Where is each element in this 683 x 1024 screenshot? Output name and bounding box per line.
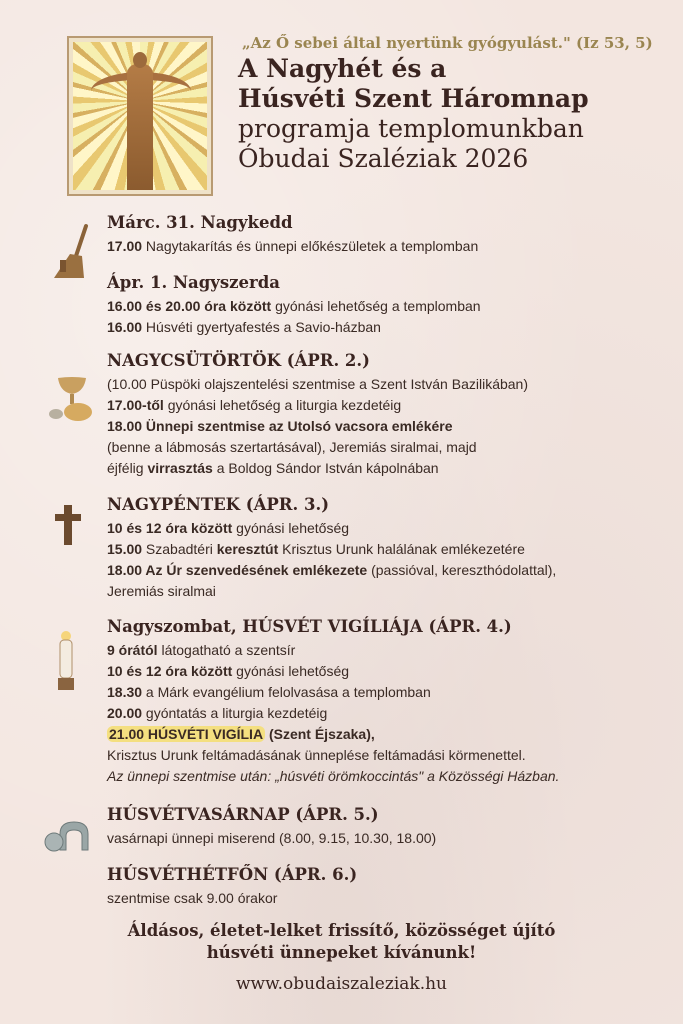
- event-keyword: keresztút: [216, 541, 279, 557]
- subtitle-line-2: Óbudai Szaléziak 2026: [238, 144, 529, 173]
- event-text: (benne a lábmosás szertartásával), Jeremiás siralmai, majd: [107, 439, 477, 455]
- section-nagycsutortok: [107, 350, 528, 479]
- event-line: [107, 745, 559, 766]
- event-line: [107, 703, 559, 724]
- title-line-1: A Nagyhét és a: [238, 54, 447, 83]
- event-time: 17.00-től: [107, 397, 164, 413]
- event-line: [107, 395, 528, 416]
- candle-icon: [54, 630, 78, 692]
- event-text: Krisztus Urunk feltámadásának ünneplése feltámadási körmenettel.: [107, 747, 526, 763]
- event-time: 16.00: [107, 319, 143, 335]
- event-text: Szabadtéri: [142, 541, 217, 557]
- section-title: Márc. 31. Nagykedd: [107, 213, 293, 232]
- event-line: [107, 560, 556, 581]
- event-text: gyónási lehetőség: [232, 663, 350, 679]
- event-line: [107, 640, 559, 661]
- event-text: (10.00 Püspöki olajszentelési szentmise a Szent István Bazilikában): [107, 376, 528, 392]
- event-line: [107, 661, 559, 682]
- event-text: a Boldog Sándor István kápolnában: [212, 460, 439, 476]
- event-line: [107, 437, 528, 458]
- section-husvetvasarnap: [107, 804, 436, 849]
- event-time: 17.00: [107, 238, 143, 254]
- event-text: a Márk evangélium felolvasása a templomban: [142, 684, 431, 700]
- event-text: éjfélig: [107, 460, 148, 476]
- event-time: 9 órától: [107, 642, 158, 658]
- section-nagypentek: [107, 494, 556, 602]
- section-title: HÚSVÉTVASÁRNAP (ÁPR. 5.): [107, 805, 379, 824]
- event-time: 15.00: [107, 541, 143, 557]
- event-line: [107, 416, 528, 437]
- broom-icon: [50, 222, 94, 282]
- event-time: 10 és 12 óra között: [107, 520, 233, 536]
- section-nagykedd: [107, 212, 478, 257]
- event-line: [107, 374, 528, 395]
- event-text: gyónási lehetőség a liturgia kezdetéig: [163, 397, 402, 413]
- event-text: (Szent Éjszaka),: [265, 726, 375, 742]
- section-nagyszombat: [107, 616, 559, 787]
- event-line: [107, 581, 556, 602]
- event-text: vasárnapi ünnepi miserend (8.00, 9.15, 10.30, 18.00): [107, 830, 437, 846]
- event-line: [107, 518, 556, 539]
- event-time: 10 és 12 óra között: [107, 663, 233, 679]
- event-text: Jeremiás siralmai: [107, 583, 216, 599]
- closing-line-1: Áldásos, életet-lelket frissítő, közösséget újító: [127, 921, 556, 940]
- header: [238, 34, 658, 174]
- section-husvethetfo: [107, 864, 357, 909]
- event-line-note: [107, 766, 559, 787]
- event-line-highlight: [107, 724, 559, 745]
- event-line: [107, 317, 481, 338]
- event-time: 18.30: [107, 684, 143, 700]
- event-note: Az ünnepi szentmise után: „húsvéti örömkoccintás" a Közösségi Házban.: [107, 768, 560, 784]
- event-time: 18.00 Az Úr szenvedésének emlékezete: [107, 562, 368, 578]
- event-line: [107, 828, 436, 849]
- closing-line-2: húsvéti ünnepeket kívánunk!: [206, 943, 477, 962]
- subtitle-line-1: programja templomunkban: [238, 114, 584, 143]
- section-title: NAGYCSÜTÖRTÖK (ÁPR. 2.): [107, 351, 370, 370]
- title-line-2: Húsvéti Szent Háromnap: [238, 84, 589, 113]
- figure-head: [133, 52, 147, 68]
- event-text: Nagytakarítás és ünnepi előkészületek a templomban: [142, 238, 479, 254]
- event-text: (passióval, kereszthódolattal),: [367, 562, 557, 578]
- section-title: HÚSVÉTHÉTFŐN (ÁPR. 6.): [107, 865, 358, 884]
- event-time: 18.00 Ünnepi szentmise az Utolsó vacsora emlékére: [107, 418, 453, 434]
- section-nagyszerda: [107, 272, 481, 338]
- risen-christ-image: [73, 42, 207, 190]
- event-line: [107, 458, 528, 479]
- bible-quote: „Az Ő sebei által nyertünk gyógyulást." (Iz 53, 5): [242, 34, 653, 52]
- event-text: gyónási lehetőség a templomban: [271, 298, 481, 314]
- section-title: NAGYPÉNTEK (ÁPR. 3.): [107, 495, 330, 514]
- risen-christ-picture: [67, 36, 213, 196]
- event-text: gyónási lehetőség: [232, 520, 350, 536]
- empty-tomb-icon: [44, 820, 94, 852]
- event-line: [107, 236, 478, 257]
- chalice-bread-icon: [48, 376, 96, 422]
- event-text: gyóntatás a liturgia kezdetéig: [142, 705, 328, 721]
- event-text: szentmise csak 9.00 órakor: [107, 890, 278, 906]
- website-link[interactable]: www.obudaiszaleziak.hu: [235, 974, 447, 994]
- event-line: [107, 539, 556, 560]
- figure-body: [127, 64, 153, 190]
- event-line: [107, 296, 481, 317]
- closing-blessing: [0, 920, 683, 964]
- event-text: Krisztus Urunk halálának emlékezetére: [278, 541, 525, 557]
- event-time: 16.00 és 20.00 óra között: [107, 298, 272, 314]
- event-time: 20.00: [107, 705, 143, 721]
- section-title: Nagyszombat, HÚSVÉT VIGÍLIÁJA (ÁPR. 4.): [107, 617, 512, 636]
- event-text: látogatható a szentsír: [157, 642, 296, 658]
- event-line: [107, 682, 559, 703]
- cross-icon: [53, 503, 83, 545]
- vigil-highlight: 21.00 HÚSVÉTI VIGÍLIA: [109, 726, 264, 742]
- event-line: [107, 888, 357, 909]
- section-title: Ápr. 1. Nagyszerda: [107, 273, 280, 292]
- event-text: Húsvéti gyertyafestés a Savio-házban: [142, 319, 381, 335]
- event-keyword: virrasztás: [147, 460, 213, 476]
